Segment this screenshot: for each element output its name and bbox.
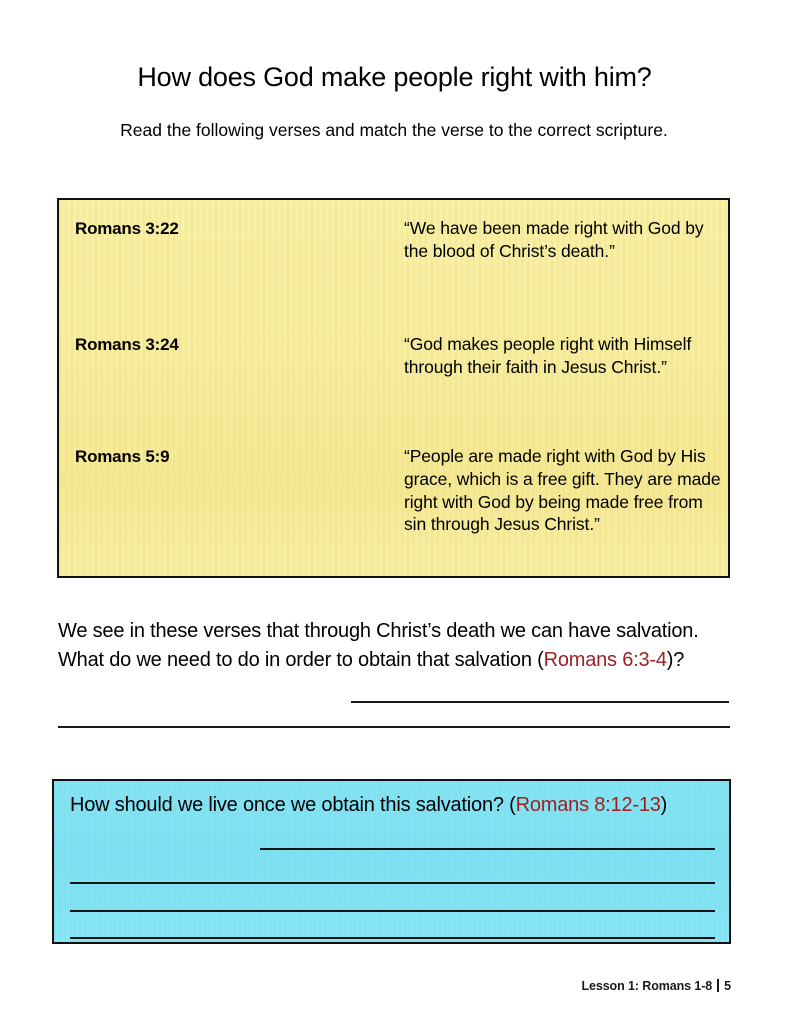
answer-blank-line[interactable] (351, 701, 729, 703)
salvation-question-paragraph (58, 617, 738, 675)
verse-reference: Romans 5:9 (75, 447, 170, 466)
footer-lesson-label: Lesson 1: Romans 1-8 (581, 979, 713, 993)
answer-box-prompt (70, 791, 714, 819)
answer-box (52, 779, 731, 944)
page-footer (581, 977, 731, 993)
page-title: How does God make people right with him? (137, 62, 652, 92)
verse-reference: Romans 3:22 (75, 219, 179, 238)
footer-page-number: 5 (724, 979, 731, 993)
scripture-reference-romans-6: Romans 6:3-4 (543, 649, 667, 671)
verse-row (59, 217, 728, 263)
paragraph-text-before: We see in these verses that through Christ’s death we can have salvation. What do we need to do in order to obtain that salvation ( (58, 620, 699, 671)
verse-quote: “We have been made right with God by the blood of Christ’s death.” (404, 218, 704, 261)
answer-blank-line[interactable] (260, 848, 715, 850)
page-subtitle: Read the following verses and match the verse to the correct scripture. (120, 120, 668, 140)
answer-prompt-text-after: ) (660, 794, 668, 816)
verse-match-box (57, 198, 730, 578)
answer-blank-line[interactable] (70, 937, 715, 939)
answer-blank-line[interactable] (70, 882, 715, 884)
answer-blank-line[interactable] (58, 726, 730, 728)
scripture-reference-romans-8: Romans 8:12-13 (515, 794, 661, 816)
answer-prompt-text-before: How should we live once we obtain this salvation? ( (70, 794, 516, 816)
verse-quote: “People are made right with God by His grace, which is a free gift. They are made right with God by being made free from sin through Jesus Christ.” (404, 446, 721, 535)
verse-reference: Romans 3:24 (75, 335, 179, 354)
verse-row (59, 445, 728, 536)
paragraph-text-after: )? (666, 649, 685, 671)
answer-blank-line[interactable] (70, 910, 715, 912)
verse-quote: “God makes people right with Himself through their faith in Jesus Christ.” (404, 334, 692, 377)
verse-row (59, 333, 728, 379)
footer-separator (717, 979, 719, 992)
